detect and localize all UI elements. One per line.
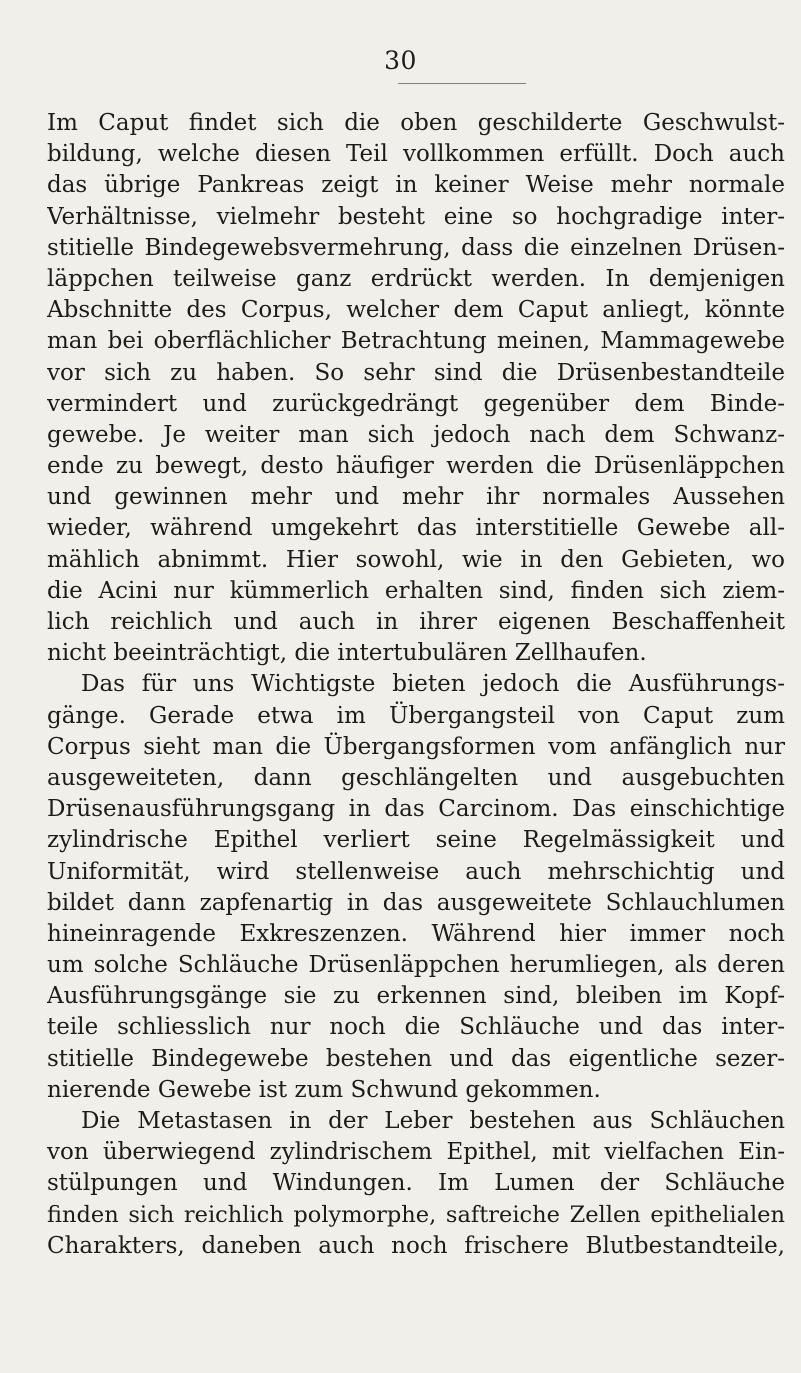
- text-line: teile schliesslich nur noch die Schläuche und das inter-: [47, 1014, 785, 1041]
- page-number: 30: [384, 46, 417, 75]
- text-line: Drüsenausführungsgang in das Carcinom. Das einschichtige: [47, 796, 785, 823]
- text-line: vermindert und zurückgedrängt gegenüber dem Binde-: [47, 390, 785, 417]
- text-line: Verhältnisse, vielmehr besteht eine so hochgradige inter-: [47, 203, 785, 230]
- text-line: läppchen teilweise ganz erdrückt werden. In demjenigen: [47, 265, 785, 292]
- text-line: hineinragende Exkreszenzen. Während hier immer noch: [47, 920, 785, 947]
- text-line: wieder, während umgekehrt das interstitielle Gewebe all-: [47, 515, 785, 542]
- text-line: um solche Schläuche Drüsenläppchen herumliegen, als deren: [47, 952, 785, 979]
- text-line: Das für uns Wichtigste bieten jedoch die Ausführungs-: [81, 671, 785, 698]
- text-line: ende zu bewegt, desto häufiger werden die Drüsenläppchen: [47, 453, 785, 480]
- text-line: Corpus sieht man die Übergangsformen vom anfänglich nur: [47, 733, 785, 760]
- text-line: das übrige Pankreas zeigt in keiner Weise mehr normale: [47, 172, 785, 199]
- text-line: vor sich zu haben. So sehr sind die Drüsenbestandteile: [47, 359, 785, 386]
- text-line: gänge. Gerade etwa im Übergangsteil von Caput zum: [47, 702, 785, 729]
- text-line: man bei oberflächlicher Betrachtung meinen, Mammagewebe: [47, 328, 785, 355]
- text-line: und gewinnen mehr und mehr ihr normales Aussehen: [47, 484, 785, 511]
- text-line: Ausführungsgänge sie zu erkennen sind, bleiben im Kopf-: [47, 983, 785, 1010]
- text-line: nierende Gewebe ist zum Schwund gekommen.: [47, 1076, 601, 1103]
- text-line: bildet dann zapfenartig in das ausgeweitete Schlauchlumen: [47, 889, 785, 916]
- text-line: Abschnitte des Corpus, welcher dem Caput anliegt, könnte: [47, 297, 785, 324]
- text-line: mählich abnimmt. Hier sowohl, wie in den Gebieten, wo: [47, 546, 785, 573]
- text-line: finden sich reichlich polymorphe, saftreiche Zellen epithelialen: [47, 1201, 785, 1228]
- text-line: ausgeweiteten, dann geschlängelten und ausgebuchten: [47, 764, 785, 791]
- text-line: stitielle Bindegewebsvermehrung, dass die einzelnen Drüsen-: [47, 234, 785, 261]
- text-line: bildung, welche diesen Teil vollkommen erfüllt. Doch auch: [47, 141, 785, 168]
- text-line: Uniformität, wird stellenweise auch mehrschichtig und: [47, 858, 785, 885]
- text-line: die Acini nur kümmerlich erhalten sind, finden sich ziem-: [47, 577, 785, 604]
- body-text: [47, 108, 785, 1262]
- text-line: lich reichlich und auch in ihrer eigenen Beschaffenheit: [47, 609, 785, 635]
- text-line: nicht beeinträchtigt, die intertubulären Zellhaufen.: [47, 640, 647, 667]
- text-line: stitielle Bindegewebe bestehen und das eigentliche sezer-: [47, 1045, 785, 1072]
- text-line: Im Caput findet sich die oben geschilderte Geschwulst-: [47, 110, 785, 136]
- text-line: gewebe. Je weiter man sich jedoch nach dem Schwanz-: [47, 421, 785, 448]
- page-number-rule: [398, 83, 526, 84]
- text-line: stülpungen und Windungen. Im Lumen der Schläuche: [47, 1170, 785, 1197]
- text-line: zylindrische Epithel verliert seine Regelmässigkeit und: [47, 827, 785, 854]
- text-line: von überwiegend zylindrischem Epithel, mit vielfachen Ein-: [47, 1139, 785, 1166]
- text-line: Charakters, daneben auch noch frischere Blutbestandteile,: [47, 1232, 785, 1259]
- text-line: Die Metastasen in der Leber bestehen aus Schläuchen: [81, 1108, 785, 1134]
